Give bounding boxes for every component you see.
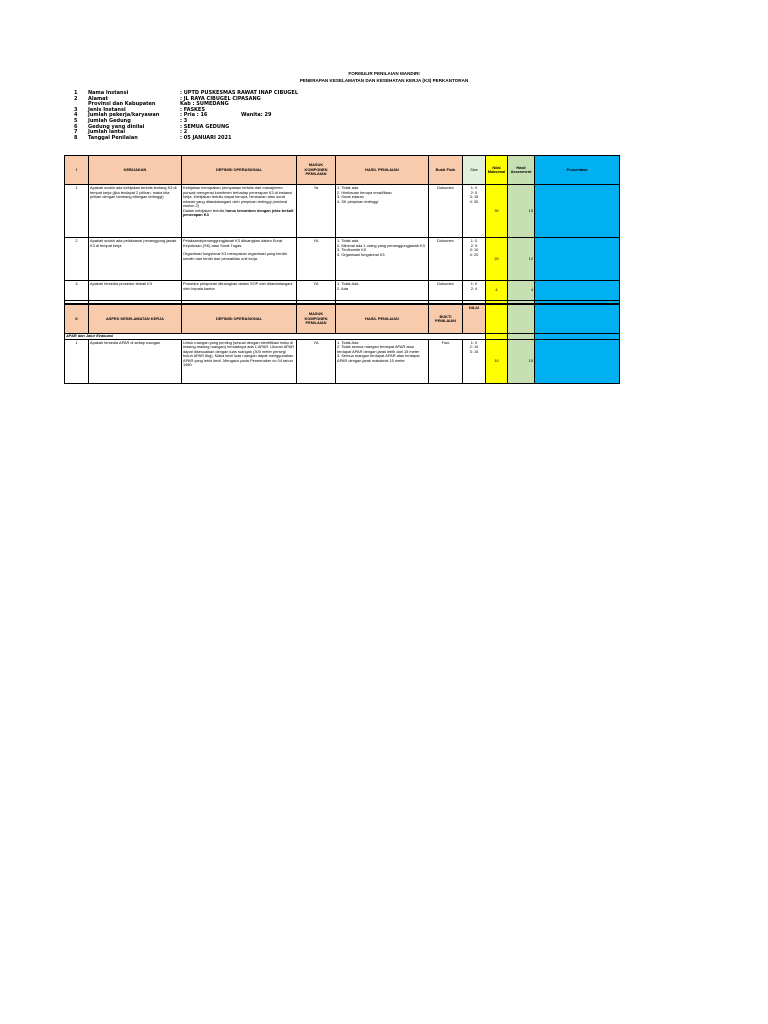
row-hasil-penilaian (336, 281, 429, 301)
table-row (65, 185, 620, 238)
kebijakan-table (64, 155, 620, 307)
col-header-hasil-penilaian: HASIL PENILAIAN (336, 156, 429, 185)
info-value: : 2 (180, 129, 188, 136)
col-header-definisi: DEFINISI OPERASIONAL (182, 305, 297, 334)
info-key: Tanggal Penilaian (88, 134, 138, 141)
row-kebijakan: Apakah tersedia prosedur terkait K3 (89, 281, 182, 301)
info-key: Jumlah Gedung (88, 117, 131, 124)
row-kebijakan: Apakah sudah ada kebijakan tertulis tentang K3 di tempat kerja (jika terdapat 2 pilihan, maka kita pilihan dengan tambang bilangan tertinggi) (89, 185, 182, 238)
row-hasil-assesment: 4 (508, 281, 535, 301)
row-no: 3 (65, 281, 89, 301)
hasil-option: 2. Ada (337, 285, 349, 291)
table-header-row (65, 305, 620, 334)
info-value: : FASKES (180, 106, 205, 113)
row-size (463, 339, 486, 383)
info-key: Jenis Instansi (88, 106, 126, 113)
hasil-option: 1. Tidak Ada (337, 339, 359, 345)
info-value: Kab : SUMEDANG (180, 101, 229, 108)
row-size (463, 281, 486, 301)
size-option: 1: 0 (470, 238, 478, 243)
size-option: 1: 0 (470, 281, 478, 286)
row-nilai-maksimal: 20 (486, 238, 508, 281)
table-row (65, 238, 620, 281)
table-row (65, 281, 620, 301)
info-value: : Pria : 16 (180, 112, 208, 119)
size-option: 2: 5 (470, 242, 478, 248)
size-option: 3: 15 (469, 194, 479, 199)
col-header-hasil-empty (508, 305, 535, 334)
row-prosentase (535, 281, 620, 301)
row-no: 1 (65, 339, 89, 383)
info-no: 1 (74, 90, 78, 96)
col-header-definisi: DEFINISI OPERASIONAL (182, 156, 297, 185)
size-option: 2: 5 (470, 189, 478, 195)
size-option: 4: 30 (469, 198, 479, 204)
info-no: 8 (74, 134, 78, 141)
row-hasil-penilaian (336, 238, 429, 281)
info-no: 7 (74, 129, 78, 136)
aspek-table (64, 304, 620, 384)
hasil-option: 4. Organisasi fungsional K3 (337, 251, 385, 257)
table-row (65, 339, 620, 383)
row-hasil-assesment: 10 (508, 238, 535, 281)
row-bukti: Dokumen (429, 281, 463, 301)
definisi-text: Organisasi fungsional K3 merupakan organisasi yang berdiri sendiri dan terdiri dari perwakilan unit kerja. (183, 251, 288, 261)
hasil-option: 3. Tim/komite K3 (337, 247, 366, 252)
row-definisi (182, 185, 297, 238)
row-bukti: Foto (429, 339, 463, 383)
hasil-option: 1. Tidak Ada (337, 281, 359, 286)
col-header-bukti: Bukti Fisik (429, 156, 463, 185)
info-key: Nama Instansi (88, 90, 129, 96)
col-header-bukti: BUKTI PENILAIAN (429, 305, 463, 334)
col-header-hasil: Hasil Assesment (508, 156, 535, 185)
info-key: Gedung yang dinilai (88, 123, 145, 130)
col-header-no: I (65, 156, 89, 185)
col-header-hasil-penilaian: HASIL PENILAIAN (336, 305, 429, 334)
info-value: : JL RAYA CIBUGEL CIPASANG (180, 95, 261, 102)
info-value: : SEMUA GEDUNG (180, 123, 230, 130)
info-no: 5 (74, 117, 78, 124)
col-header-prosentase: Prosentase (535, 156, 620, 185)
row-hasil-penilaian (336, 185, 429, 238)
row-hasil-assesment: 15 (508, 185, 535, 238)
row-aspek: Apakah tersedia APAR di setiap ruangan (89, 339, 182, 383)
info-key: Jumlah pekerja/karyawan (88, 112, 160, 119)
row-masuk: YA (297, 238, 336, 281)
row-definisi: Untuk ruangan yang penting (sesuai dengan identifikasi risiko di masing-masing ruangan) hendaknya ada 1 APAR. Ukuran APAR dapat disesuaikan dengan luas ruangan (300 meter persegi butuh APAR 6kg). Maka kecil luas ruangan dapat menggunakan APAR yang lebih kecil. Mengacu pada Permenaker no 04 tahun 1980 (182, 339, 297, 383)
row-nilai-maksimal: 10 (486, 339, 508, 383)
info-value: : 3 (180, 117, 188, 124)
row-nilai-maksimal: 4 (486, 281, 508, 301)
row-hasil-assesment: 15 (508, 339, 535, 383)
hasil-option: 2. Himbauan berupa email/lisan (337, 189, 392, 195)
col-header-aspek: ASPEK KESELAMATAN KERJA (89, 305, 182, 334)
row-prosentase (535, 238, 620, 281)
size-option: 4: 20 (469, 251, 479, 257)
row-masuk: YA (297, 339, 336, 383)
hasil-option: 3. Semua ruangan terdapat APAR atau terdapat APAR dengan jarak maksimal 15 meter (337, 353, 420, 363)
form-subtitle: PENERAPAN KESELAMATAN DAN KESEHATAN KERJA (K3) PERKANTORAN (299, 78, 469, 83)
row-bukti: Dokumen (429, 185, 463, 238)
info-value: : UPTD PUSKESMAS RAWAT INAP CIBUGEL (180, 90, 299, 96)
info-no: 2 (74, 95, 78, 102)
section-label: APAR dan Jalur Evakuasi (65, 334, 486, 340)
table-header-row (65, 156, 620, 185)
size-option: 2: 10 (469, 344, 479, 349)
hasil-option: 1. Tidak ada (337, 185, 359, 190)
row-size (463, 238, 486, 281)
hasil-option: 4. SK pimpinan tertinggi (337, 198, 379, 204)
row-hasil-penilaian (336, 339, 429, 383)
col-header-nilai-empty (486, 305, 508, 334)
hasil-option: 2. Tidak semua ruangan terdapat APAR atau terdapat APAR dengan jarak lebih dari 15 meter (337, 344, 420, 354)
col-header-masuk: MASUK KOMPONEN PENILAIAN (297, 156, 336, 185)
row-prosentase (535, 339, 620, 383)
info-value: : 05 JANUARI 2021 (180, 134, 232, 141)
info-extra: Wanita: 29 (241, 112, 272, 119)
size-option: 3: 10 (469, 247, 479, 252)
col-header-nilai: Nilai Maksimal (486, 156, 508, 185)
info-no: 6 (74, 123, 78, 130)
row-size (463, 185, 486, 238)
info-no: 3 (74, 106, 78, 113)
row-masuk: Ya (297, 185, 336, 238)
col-header-size: Size (463, 156, 486, 185)
row-nilai-maksimal: 30 (486, 185, 508, 238)
hasil-option: 2. Minimal ada 1 orang yang penanggungjawab K3 (337, 242, 425, 248)
size-option: 1: 0 (470, 185, 478, 190)
info-key: Alamat (88, 95, 108, 102)
definisi-text: Kebijakan merupakan pernyataan tertulis dari manajemen puncak mengenai komitmen terhadap penerapan K3 di instansi kerja. Kebijakan tertulis dapat berupa, himbauan atau surat edaran yang ditandatangani oleh pimpinan tertinggi (minimal eselon 2) (183, 185, 293, 208)
size-option: 3: 15 (469, 348, 479, 354)
definisi-text: Pelaksana/penanggungjawab K3 dituangkan dalam Surat Keputusan (SK) atau Surat Tugas. (183, 238, 283, 248)
row-bukti: Dokumen (429, 238, 463, 281)
col-header-kebijakan: KEBIJAKAN (89, 156, 182, 185)
row-prosentase (535, 185, 620, 238)
col-header-nilai: NILAI (463, 305, 486, 334)
info-key: Provinsi dan Kabupaten (88, 101, 156, 108)
col-header-prosentase-empty (535, 305, 620, 334)
row-definisi (182, 238, 297, 281)
form-title: FORMULIR PENILAIAN MANDIRI (348, 71, 420, 76)
row-masuk: YA (297, 281, 336, 301)
col-header-no: II (65, 305, 89, 334)
definisi-bold-text: harus tercantum dengan jelas terkait penerapan K3 (183, 207, 294, 217)
definisi-text: Dalam kebijakan tertulis (183, 207, 226, 213)
row-definisi: Prosedur pelaporan dituangkan dalam SOP dan ditandatangani oleh kepala kantor (182, 281, 297, 301)
size-option: 1: 0 (470, 339, 478, 345)
size-option: 2: 4 (470, 285, 478, 291)
row-kebijakan: Apakah sudah ada pelaksana/ penanggung jawab K3 di tempat kerja (89, 238, 182, 281)
row-no: 2 (65, 238, 89, 281)
info-key: Jumlah lantai (88, 129, 126, 136)
hasil-option: 3. Surat edaran (337, 194, 364, 199)
hasil-option: 1. Tidak ada (337, 238, 359, 243)
col-header-masuk: MASUK KOMPONEN PENILAIAN (297, 305, 336, 334)
row-no: 1 (65, 185, 89, 238)
info-no: 4 (74, 112, 78, 119)
